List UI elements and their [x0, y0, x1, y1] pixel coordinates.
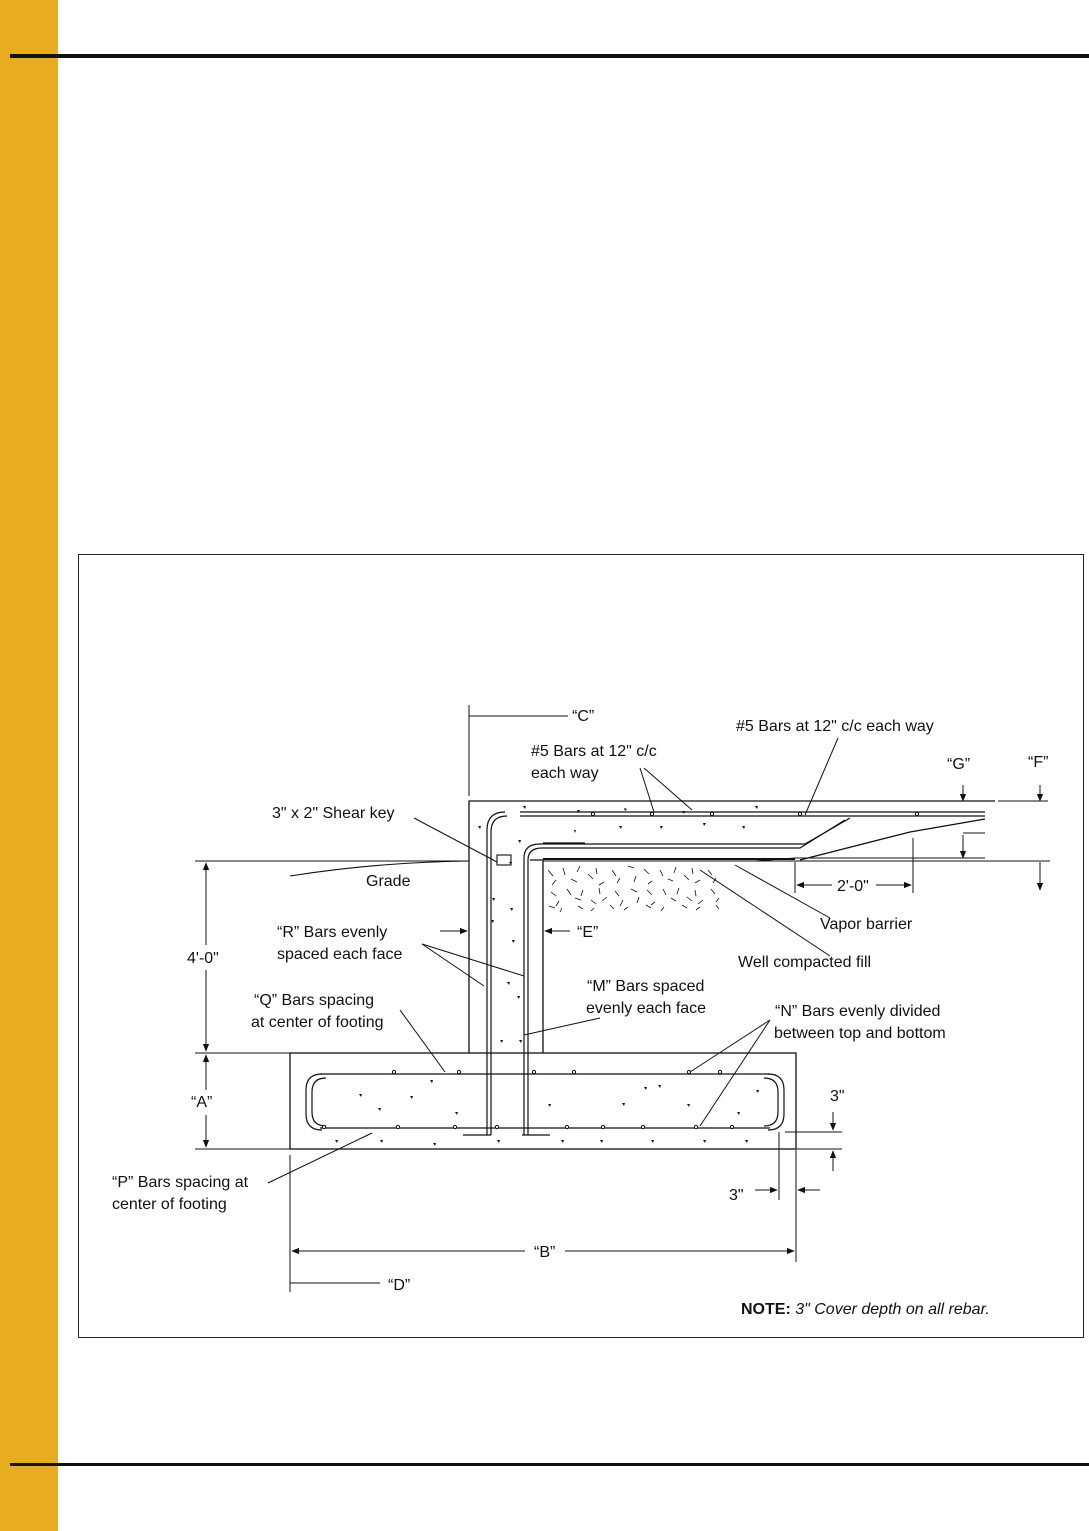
label-e: “E”: [577, 924, 599, 941]
label-4ft: 4'-0": [187, 950, 219, 967]
label-bars5-left-line2: each way: [531, 765, 599, 782]
grade-line: [195, 858, 1050, 876]
label-p-bars-line1: “P” Bars spacing at: [112, 1174, 249, 1191]
compacted-fill-hatch: [548, 866, 719, 912]
concrete-aggregate: [335, 806, 759, 1146]
label-d: “D”: [388, 1277, 411, 1294]
labels: [112, 708, 1048, 1318]
label-grade: Grade: [366, 873, 411, 890]
label-3in-vertical: 3": [830, 1088, 845, 1105]
label-r-bars-line1: “R” Bars evenly: [277, 924, 388, 941]
label-2ft: 2'-0": [837, 878, 869, 895]
label-q-bars-line1: “Q” Bars spacing: [254, 992, 375, 1009]
label-3in-horizontal: 3": [729, 1187, 744, 1204]
note-bold: NOTE:: [741, 1301, 791, 1318]
label-c: “C”: [572, 708, 595, 725]
label-n-bars-line2: between top and bottom: [774, 1025, 946, 1042]
label-bars5-right: #5 Bars at 12" c/c each way: [736, 718, 934, 735]
label-a: “A”: [191, 1094, 213, 1111]
shear-key: [497, 855, 511, 865]
label-b: “B”: [534, 1244, 556, 1261]
label-g: “G”: [947, 756, 971, 773]
note: [741, 1301, 990, 1318]
label-fill: Well compacted fill: [738, 954, 872, 971]
label-bars5-left-line1: #5 Bars at 12" c/c: [531, 743, 657, 760]
label-shear-key: 3" x 2" Shear key: [272, 805, 395, 822]
label-f: “F”: [1028, 754, 1049, 771]
label-p-bars-line2: center of footing: [112, 1196, 227, 1213]
label-n-bars-line1: “N” Bars evenly divided: [775, 1003, 941, 1020]
concrete-outline: [290, 801, 995, 1149]
label-q-bars-line2: at center of footing: [251, 1014, 384, 1031]
label-m-bars-line1: “M” Bars spaced: [587, 978, 705, 995]
label-m-bars-line2: evenly each face: [586, 1000, 707, 1017]
label-r-bars-line2: spaced each face: [277, 946, 403, 963]
note-text: 3" Cover depth on all rebar.: [790, 1301, 990, 1318]
label-vapor-barrier: Vapor barrier: [820, 916, 913, 933]
